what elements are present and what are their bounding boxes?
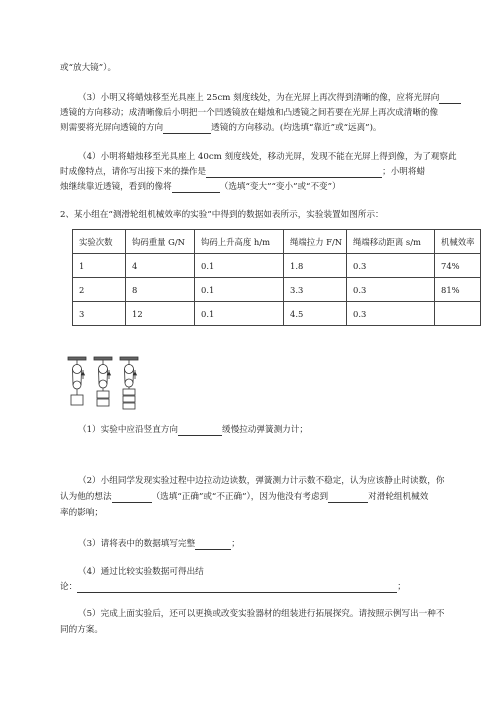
table-cell: 12 — [126, 302, 195, 326]
q2-sub1 — [78, 424, 308, 436]
data-table — [72, 229, 481, 326]
q2-sub5-line2 — [60, 624, 103, 636]
q1-part4-line2 — [60, 166, 425, 178]
q2-sub4-text: ； — [397, 582, 406, 592]
q1-part4-line3 — [60, 181, 341, 193]
answer-blank[interactable] — [112, 492, 152, 503]
q1-part4-text: ；小明将蜡 — [382, 167, 426, 177]
table-cell: 0.3 — [347, 254, 435, 278]
table-row — [73, 302, 481, 326]
q2-sub3 — [78, 538, 240, 550]
q2-sub2-line3 — [60, 507, 103, 519]
table-cell: 2 — [73, 278, 126, 302]
efficiency-answer-cell[interactable] — [435, 302, 481, 326]
q2-intro — [60, 209, 384, 221]
q2-sub2-line2 — [60, 491, 428, 503]
table-header: 钩码上升高度 h/m — [195, 230, 284, 254]
q1-part4-text: 时成像特点，请你写出接下来的操作是 — [60, 167, 207, 177]
q1-part4-text: （选填“变大”“变小”或“不变”） — [219, 182, 341, 192]
table-cell: 0.1 — [195, 278, 284, 302]
table-header: 钩码重量 G/N — [126, 230, 195, 254]
pulley-apparatus-figure — [66, 356, 146, 412]
option-text: 或“放大镜”）。 — [60, 63, 117, 73]
answer-blank[interactable] — [163, 123, 211, 134]
table-row — [73, 254, 481, 278]
table-cell: 0.1 — [195, 302, 284, 326]
table-row — [73, 278, 481, 302]
table-cell: 4.5 — [284, 302, 347, 326]
table-cell: 1 — [73, 254, 126, 278]
answer-blank[interactable] — [206, 167, 382, 178]
q2-sub2-text: 率的影响； — [60, 508, 103, 518]
table-cell: 0.1 — [195, 254, 284, 278]
table-header: 绳端移动距离 s/m — [347, 230, 435, 254]
q1-part3-text: （3）小明又将蜡烛移至光具座上 25cm 刻度线处，为在光屏上再次得到清晰的像，应将光屏向 — [78, 93, 440, 103]
table-header: 机械效率 — [435, 230, 481, 254]
table-cell: 1.8 — [284, 254, 347, 278]
table-cell: 81% — [435, 278, 481, 302]
table-header: 实验次数 — [73, 230, 126, 254]
q1-part3-line1 — [78, 92, 461, 104]
q2-sub1-text: 缓慢拉动弹簧测力计； — [222, 425, 308, 435]
q1-part3-text: 透镜的方向移动；成清晰像后小明把一个凹透镜放在蜡烛和凸透镜之间若要在光屏上再次成清晰的像 — [60, 108, 439, 118]
table-cell: 4 — [126, 254, 195, 278]
q2-sub5-text: 同的方案。 — [60, 625, 103, 635]
q1-part4-line1 — [78, 151, 457, 163]
q2-sub1-text: （1）实验中应沿竖直方向 — [78, 425, 178, 435]
table-cell: 3 — [73, 302, 126, 326]
table-cell: 0.3 — [347, 278, 435, 302]
answer-blank[interactable] — [77, 582, 397, 593]
answer-blank[interactable] — [328, 492, 368, 503]
q2-sub2-line1 — [78, 475, 444, 487]
table-cell: 74% — [435, 254, 481, 278]
table-cell: 8 — [126, 278, 195, 302]
table-header: 绳端拉力 F/N — [284, 230, 347, 254]
q2-sub2-text: （2）小组同学发现实验过程中边拉动边读数，弹簧测力计示数不稳定，认为应该静止时读数，你 — [78, 476, 445, 486]
table-cell: 0.3 — [347, 302, 435, 326]
table-cell: 3.3 — [284, 278, 347, 302]
q2-sub3-text: ； — [231, 539, 240, 549]
q2-sub4-line1 — [78, 566, 204, 578]
answer-blank[interactable] — [195, 539, 231, 550]
q2-sub2-text: 认为他的想法 — [60, 492, 112, 502]
q2-sub2-text: 对滑轮组机械效 — [368, 492, 429, 502]
q2-sub4-text: 论： — [60, 582, 78, 592]
q1-part3-line2 — [60, 107, 438, 119]
q2-sub5-text: （5）完成上面实验后，还可以更换或改变实验器材的组装进行拓展探究。请按照示例写出一种不 — [78, 609, 445, 619]
q1-part3-text: 则需要将光屏向透镜的方向 — [60, 123, 164, 133]
answer-blank[interactable] — [178, 425, 222, 436]
q2-sub3-text: （3）请将表中的数据填写完整 — [78, 539, 196, 549]
q2-sub4-text: （4）通过比较实验数据可得出结 — [78, 567, 204, 577]
q1-part3-text: 透镜的方向移动。(均选填“靠近”或“远离”)。 — [211, 123, 382, 133]
q2-sub5-line1 — [78, 608, 444, 620]
option-line — [60, 62, 116, 74]
table-header-row — [73, 230, 481, 254]
q1-part4-text: （4）小明将蜡烛移至光具座上 40cm 刻度线处，移动光屏，发现不能在光屏上得到像，为了观察此 — [78, 152, 457, 162]
q2-sub2-text: （选填“正确”或“不正确”），因为他没有考虑到 — [151, 492, 329, 502]
q1-part3-line3 — [60, 122, 382, 134]
q2-sub4-line2 — [60, 581, 406, 593]
answer-blank[interactable] — [439, 93, 461, 104]
q1-part4-text: 烛继续靠近透镜，看到的像将 — [60, 182, 172, 192]
q2-intro-text: 2、某小组在“测滑轮组机械效率的实验”中得到的数据如表所示，实验装置如图所示： — [60, 210, 384, 220]
answer-blank[interactable] — [172, 182, 220, 193]
